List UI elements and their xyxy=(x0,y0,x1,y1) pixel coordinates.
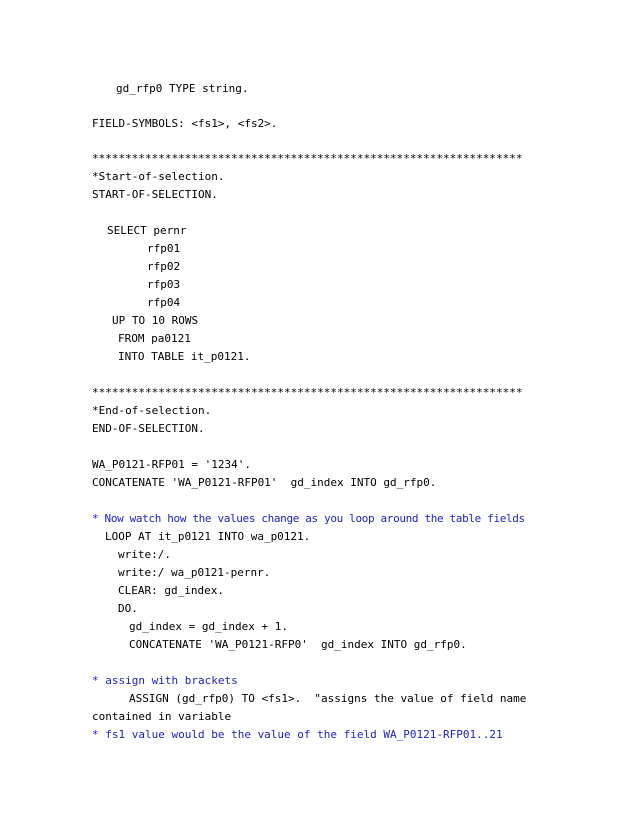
code-comment-line: * Now watch how the values change as you loop around the table fields xyxy=(92,512,525,525)
code-line: FROM pa0121 xyxy=(118,332,191,345)
code-line: DO. xyxy=(118,602,138,615)
code-line: CONCATENATE 'WA_P0121-RFP01' gd_index INTO gd_rfp0. xyxy=(92,476,437,489)
code-line: write:/. xyxy=(118,548,171,561)
code-line: gd_index = gd_index + 1. xyxy=(129,620,288,633)
code-line: rfp02 xyxy=(147,260,181,273)
code-line: LOOP AT it_p0121 INTO wa_p0121. xyxy=(105,530,311,543)
code-comment-line: * assign with brackets xyxy=(92,674,238,687)
code-line: FIELD-SYMBOLS: <fs1>, <fs2>. xyxy=(92,117,278,130)
code-line: INTO TABLE it_p0121. xyxy=(118,350,251,363)
code-line: CONCATENATE 'WA_P0121-RFP0' gd_index INTO gd_rfp0. xyxy=(129,638,467,651)
code-line: *Start-of-selection. xyxy=(92,170,225,183)
code-line: rfp01 xyxy=(147,242,181,255)
code-line: *End-of-selection. xyxy=(92,404,212,417)
code-line: gd_rfp0 TYPE string. xyxy=(116,82,249,95)
code-line: rfp03 xyxy=(147,278,181,291)
code-line: WA_P0121-RFP01 = '1234'. xyxy=(92,458,251,471)
code-line: contained in variable xyxy=(92,710,232,723)
code-line: rfp04 xyxy=(147,296,181,309)
code-line: ASSIGN (gd_rfp0) TO <fs1>. "assigns the value of field name xyxy=(129,692,527,705)
code-line: ***************************************************************** xyxy=(92,386,523,399)
code-line: ***************************************************************** xyxy=(92,152,523,165)
code-line: write:/ wa_p0121-pernr. xyxy=(118,566,271,579)
code-line: START-OF-SELECTION. xyxy=(92,188,218,201)
code-line: CLEAR: gd_index. xyxy=(118,584,224,597)
code-comment-line: * fs1 value would be the value of the field WA_P0121-RFP01..21 xyxy=(92,728,503,741)
code-line: END-OF-SELECTION. xyxy=(92,422,205,435)
code-line: UP TO 10 ROWS xyxy=(112,314,199,327)
code-line: SELECT pernr xyxy=(107,224,187,237)
